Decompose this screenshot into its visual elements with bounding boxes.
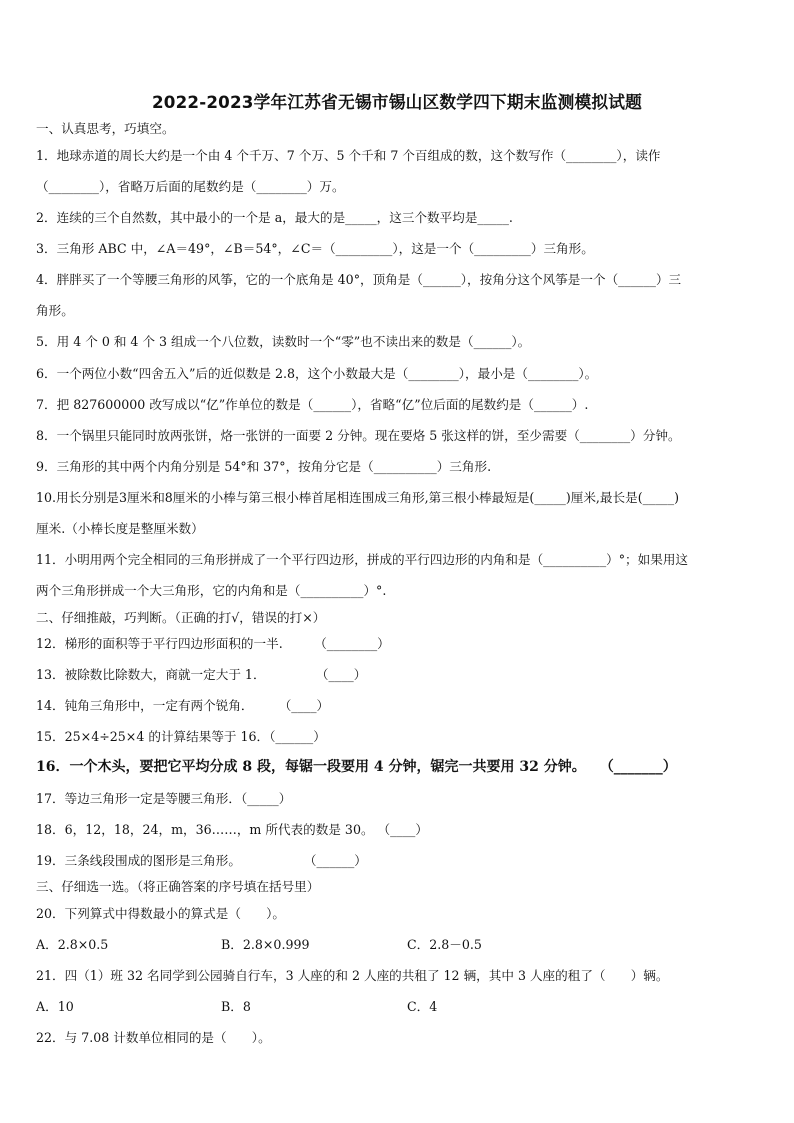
q21-option-a: A．10 xyxy=(36,999,74,1014)
question-19: 19．三条线段围成的图形是三角形。 （______） xyxy=(36,853,367,868)
q21-option-b: B．8 xyxy=(221,999,251,1014)
question-17: 17．等边三角形一定是等腰三角形．（_____） xyxy=(36,791,292,806)
question-10-line-2: 厘米.（小棒长度是整厘米数） xyxy=(36,521,204,536)
question-3: 3．三角形 ABC 中，∠A＝49°，∠B＝54°，∠C＝（_________），这是一个（_________）三角形。 xyxy=(36,241,594,256)
section-heading-1: 一、认真思考，巧填空。 xyxy=(36,121,175,136)
page-title: 2022-2023学年江苏省无锡市锡山区数学四下期末监测模拟试题 xyxy=(151,93,643,113)
q20-option-c: C．2.8－0.5 xyxy=(407,937,482,952)
question-18: 18．6，12，18，24，m，36……，m 所代表的数是 30。 （____） xyxy=(36,822,428,837)
question-13: 13．被除数比除数大，商就一定大于 1． （____） xyxy=(36,667,367,682)
question-4-line-2: 角形。 xyxy=(36,303,74,318)
question-1-line-2: （________），省略万后面的尾数约是（________）万。 xyxy=(36,179,345,194)
q20-option-b: B．2.8×0.999 xyxy=(221,937,310,952)
section-heading-2: 二、仔细推敲，巧判断。（正确的打√，错误的打×） xyxy=(36,610,326,625)
question-4-line-1: 4．胖胖买了一个等腰三角形的风筝，它的一个底角是 40°，顶角是（______），按角分这个风筝是一个（______）三 xyxy=(36,272,682,287)
question-21: 21．四（1）班 32 名同学到公园骑自行车，3 人座的和 2 人座的共租了 12 辆，其中 3 人座的租了（ ）辆。 xyxy=(36,968,669,983)
question-14: 14．钝角三角形中，一定有两个锐角． （____） xyxy=(36,698,330,713)
question-11-line-1: 11．小明用两个完全相同的三角形拼成了一个平行四边形，拼成的平行四边形的内角和是（__________）°；如果用这 xyxy=(36,552,689,567)
question-16: 16．一个木头，要把它平均分成 8 段，每锯一段要用 4 分钟，锯完一共要用 32 分钟。 （_______） xyxy=(36,759,677,775)
question-12: 12．梯形的面积等于平行四边形面积的一半. （________） xyxy=(36,636,390,651)
question-2: 2．连续的三个自然数，其中最小的一个是 a，最大的是_____，这三个数平均是_____. xyxy=(36,210,513,225)
question-11-line-2: 两个三角形拼成一个大三角形，它的内角和是（__________）°. xyxy=(36,583,387,598)
question-5: 5．用 4 个 0 和 4 个 3 组成一个八位数，读数时一个“零”也不读出来的数是（______）。 xyxy=(36,334,531,349)
question-20: 20．下列算式中得数最小的算式是（ ）。 xyxy=(36,906,286,921)
section-heading-3: 三、仔细选一选。（将正确答案的序号填在括号里） xyxy=(36,879,320,894)
question-7: 7．把 827600000 改写成以“亿”作单位的数是（______），省略“亿”位后面的尾数约是（______）. xyxy=(36,397,589,412)
question-10-line-1: 10.用长分别是3厘米和8厘米的小棒与第三根小棒首尾相连围成三角形,第三根小棒最短是(_____)厘米,最长是(_____) xyxy=(36,490,680,505)
question-8: 8．一个锅里只能同时放两张饼，烙一张饼的一面要 2 分钟。现在要烙 5 张这样的饼，至少需要（________）分钟。 xyxy=(36,428,681,443)
q20-option-a: A．2.8×0.5 xyxy=(36,937,109,952)
question-6: 6．一个两位小数“四舍五入”后的近似数是 2.8，这个小数最大是（________），最小是（________）。 xyxy=(36,366,598,381)
question-15: 15．25×4÷25×4 的计算结果等于 16．（______） xyxy=(36,729,326,744)
question-22: 22．与 7.08 计数单位相同的是（ ）。 xyxy=(36,1030,271,1045)
question-1-line-1: 1．地球赤道的周长大约是一个由 4 个千万、7 个万、5 个千和 7 个百组成的数，这个数写作（________），读作 xyxy=(36,148,661,163)
q21-option-c: C．4 xyxy=(407,999,438,1014)
question-9: 9．三角形的其中两个内角分别是 54°和 37°，按角分它是（__________）三角形. xyxy=(36,459,492,474)
